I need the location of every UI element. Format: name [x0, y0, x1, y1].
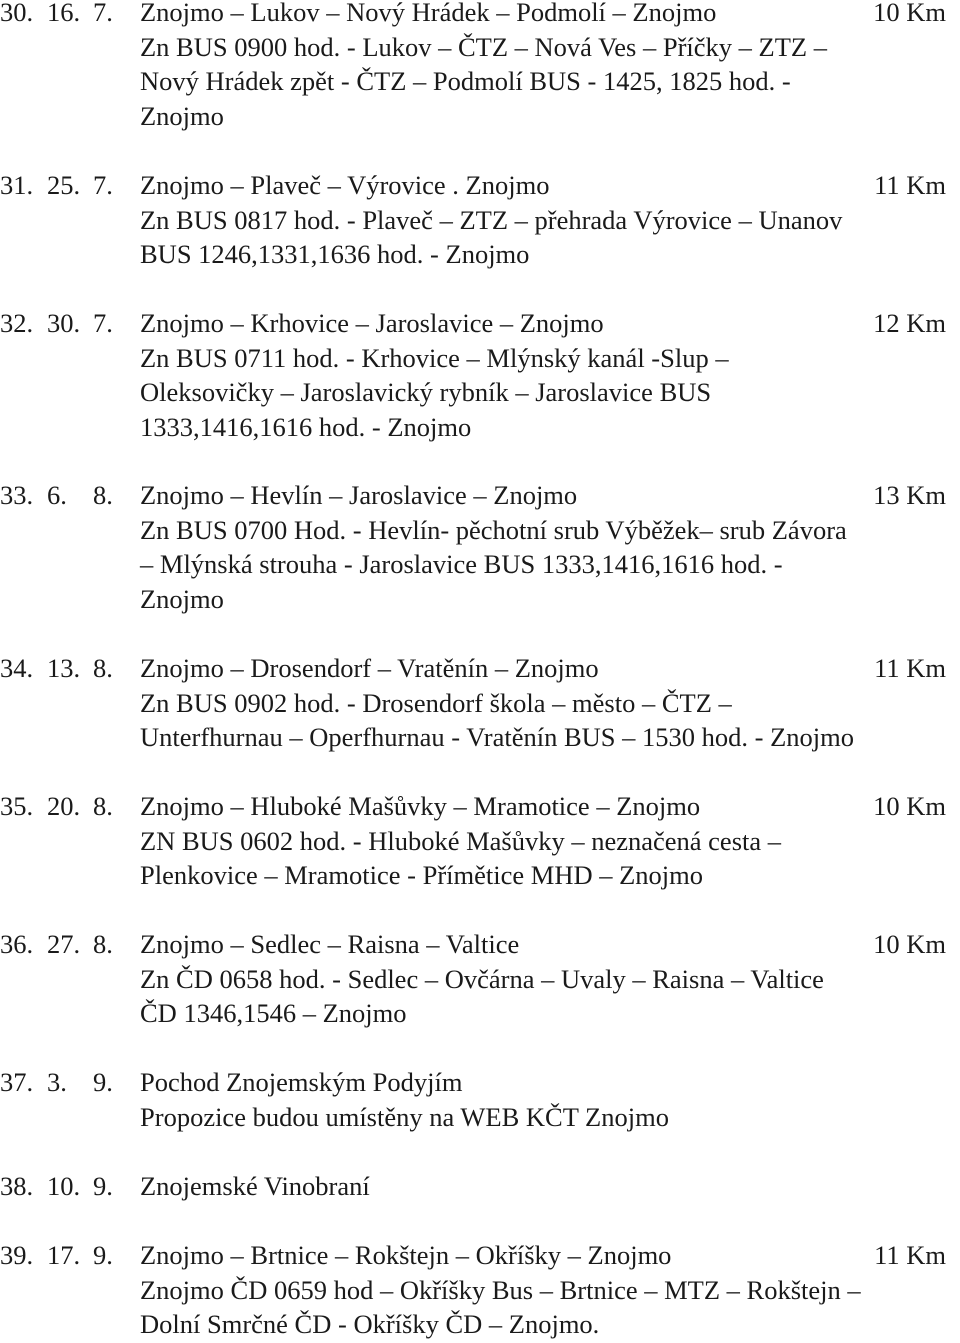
entry-number: 36. — [0, 929, 34, 959]
entry-distance: 11 Km — [874, 1240, 946, 1270]
entry-day: 20. — [47, 791, 81, 821]
entry-detail-line: Zn BUS 0900 hod. - Lukov – ČTZ – Nová Ves – Příčky – ZTZ – — [140, 31, 827, 62]
entry-month: 8. — [93, 929, 113, 959]
entry-month: 7. — [93, 0, 113, 27]
entry-day: 3. — [47, 1067, 67, 1097]
entry-title: Znojmo – Lukov – Nový Hrádek – Podmolí – Znojmo — [140, 0, 717, 27]
entry-detail-line: Propozice budou umístěny na WEB KČT Znojmo — [140, 1101, 669, 1132]
entry-day: 30. — [47, 308, 81, 338]
entry-detail-line: Oleksovičky – Jaroslavický rybník – Jaroslavice BUS — [140, 377, 712, 408]
entry-distance: 10 Km — [873, 791, 946, 821]
entry-day: 27. — [47, 929, 81, 959]
entry-distance: 11 Km — [874, 653, 946, 683]
entry-day: 6. — [47, 480, 67, 510]
entry-distance: 10 Km — [873, 0, 946, 27]
entry-detail-line: ZN BUS 0602 hod. - Hluboké Mašůvky – neznačená cesta – — [140, 825, 782, 856]
entry-month: 7. — [93, 170, 113, 200]
entry-distance: 11 Km — [874, 170, 946, 200]
entry-number: 33. — [0, 480, 34, 510]
entry-detail-line: 1333,1416,1616 hod. - Znojmo — [140, 411, 472, 442]
entry-title: Znojmo – Brtnice – Rokštejn – Okříšky – Znojmo — [140, 1240, 672, 1270]
entry-title: Znojemské Vinobraní — [140, 1171, 370, 1201]
entry-number: 38. — [0, 1171, 34, 1201]
entry-month: 9. — [93, 1067, 113, 1097]
entry-detail-line: Znojmo ČD 0659 hod – Okříšky Bus – Brtnice – MTZ – Rokštejn – — [140, 1274, 861, 1305]
entry-day: 25. — [47, 170, 81, 200]
entry-month: 8. — [93, 653, 113, 683]
entry-number: 35. — [0, 791, 34, 821]
entry-detail-line: Zn ČD 0658 hod. - Sedlec – Ovčárna – Uvaly – Raisna – Valtice — [140, 963, 824, 994]
entry-title: Znojmo – Sedlec – Raisna – Valtice — [140, 929, 520, 959]
entry-day: 17. — [47, 1240, 81, 1270]
entry-number: 31. — [0, 170, 34, 200]
entry-detail-line: Nový Hrádek zpět - ČTZ – Podmolí BUS - 1425, 1825 hod. - — [140, 66, 791, 97]
entry-distance: 10 Km — [873, 929, 946, 959]
entry-detail-line: Plenkovice – Mramotice - Přímětice MHD – Znojmo — [140, 860, 704, 891]
entry-detail-line: Unterfhurnau – Operfhurnau - Vratěnín BUS – 1530 hod. - Znojmo — [140, 722, 855, 753]
entry-number: 32. — [0, 308, 34, 338]
entry-title: Znojmo – Drosendorf – Vratěnín – Znojmo — [140, 653, 599, 683]
entry-detail-line: Zn BUS 0817 hod. - Plaveč – ZTZ – přehrada Výrovice – Unanov — [140, 204, 843, 235]
entry-title: Znojmo – Hluboké Mašůvky – Mramotice – Znojmo — [140, 791, 701, 821]
entry-detail-line: – Mlýnská strouha - Jaroslavice BUS 1333,1416,1616 hod. - — [140, 549, 783, 580]
entry-month: 9. — [93, 1171, 113, 1201]
entry-detail-line: Zn BUS 0700 Hod. - Hevlín- pěchotní srub Výběžek– srub Závora — [140, 514, 847, 545]
entry-month: 9. — [93, 1240, 113, 1270]
entry-detail-line: Znojmo — [140, 100, 224, 131]
entry-day: 16. — [47, 0, 81, 27]
entry-detail-line: BUS 1246,1331,1636 hod. - Znojmo — [140, 239, 530, 270]
entry-month: 8. — [93, 480, 113, 510]
entry-detail-line: Znojmo — [140, 583, 224, 614]
entry-title: Znojmo – Krhovice – Jaroslavice – Znojmo — [140, 308, 604, 338]
entry-number: 39. — [0, 1240, 34, 1270]
entry-distance: 13 Km — [873, 480, 946, 510]
entry-detail-line: Dolní Smrčné ČD - Okříšky ČD – Znojmo. — [140, 1309, 600, 1340]
entry-number: 34. — [0, 653, 34, 683]
entry-title: Pochod Znojemským Podyjím — [140, 1067, 463, 1097]
entry-title: Znojmo – Plaveč – Výrovice . Znojmo — [140, 170, 550, 200]
entry-title: Znojmo – Hevlín – Jaroslavice – Znojmo — [140, 480, 578, 510]
entry-number: 37. — [0, 1067, 34, 1097]
entry-month: 8. — [93, 791, 113, 821]
entry-month: 7. — [93, 308, 113, 338]
entry-detail-line: Zn BUS 0902 hod. - Drosendorf škola – město – ČTZ – — [140, 687, 732, 718]
entry-day: 10. — [47, 1171, 81, 1201]
entry-day: 13. — [47, 653, 81, 683]
entry-detail-line: ČD 1346,1546 – Znojmo — [140, 998, 407, 1029]
entry-number: 30. — [0, 0, 34, 27]
entry-distance: 12 Km — [873, 308, 946, 338]
entry-detail-line: Zn BUS 0711 hod. - Krhovice – Mlýnský kanál -Slup – — [140, 342, 729, 373]
